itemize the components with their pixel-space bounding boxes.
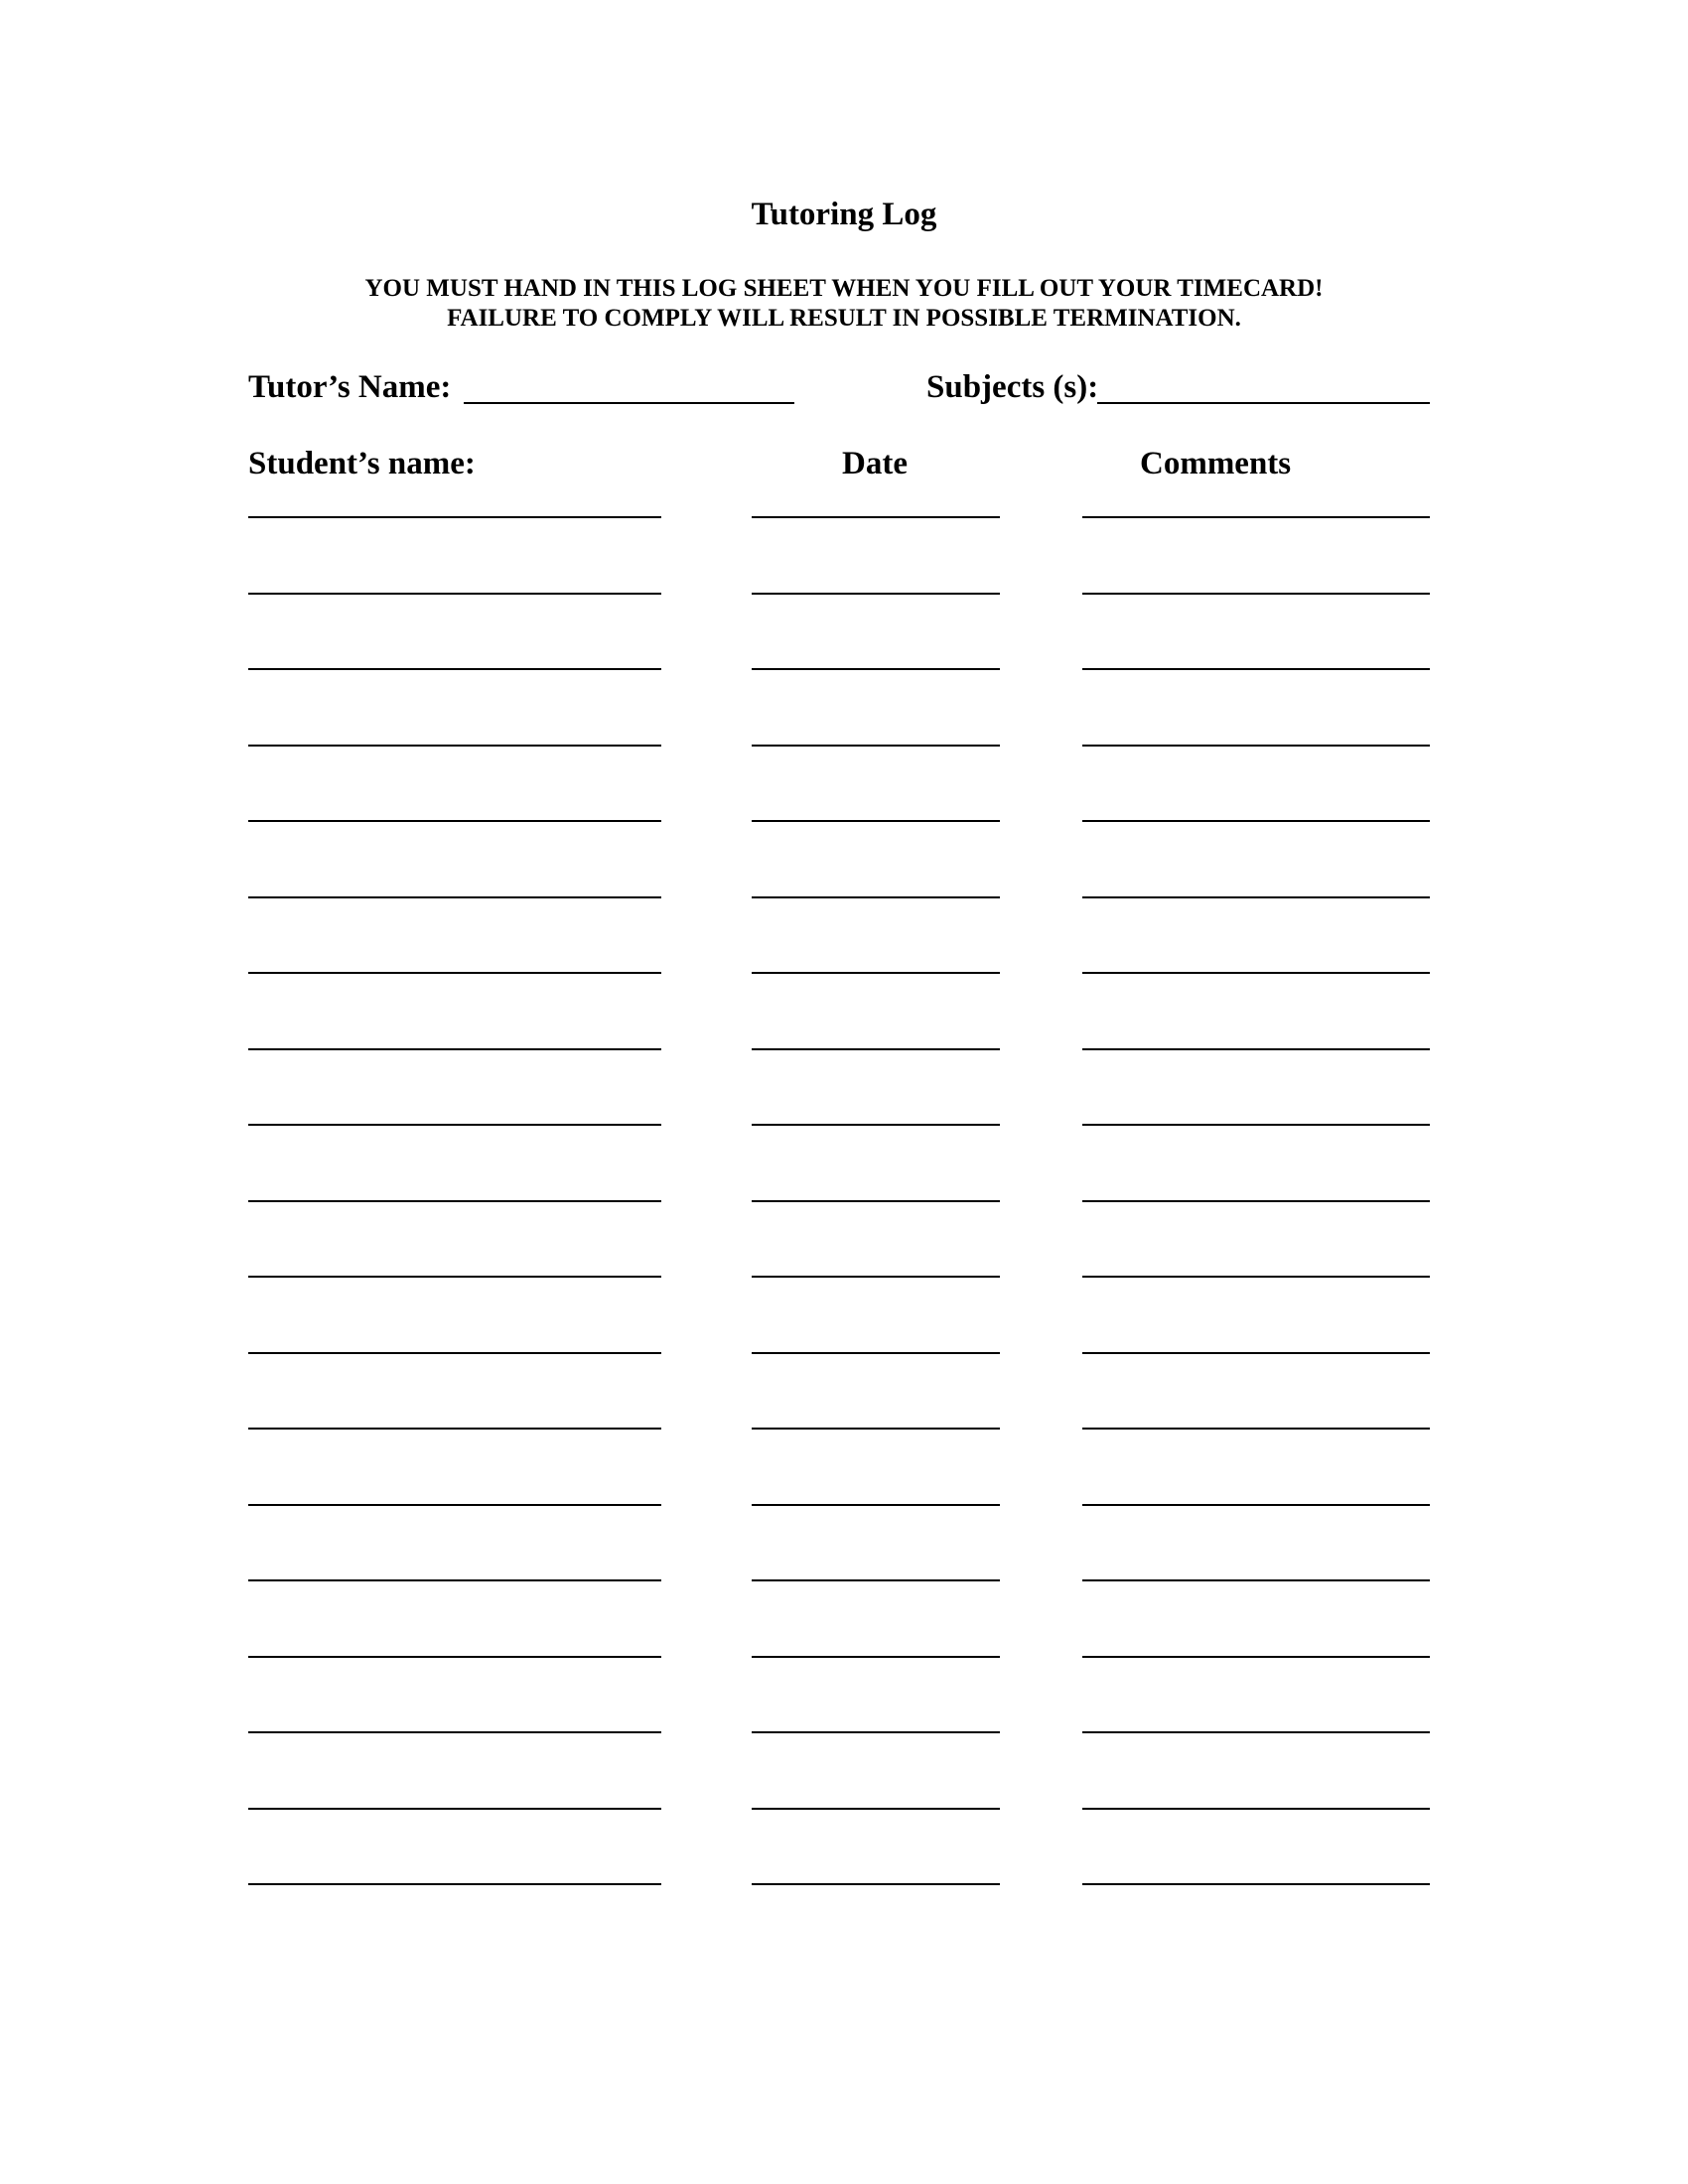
log-line-student[interactable] [248,1656,661,1658]
log-line-date[interactable] [752,1808,1000,1810]
log-line-student[interactable] [248,1579,661,1581]
notice-line-1: YOU MUST HAND IN THIS LOG SHEET WHEN YOU FILL OUT YOUR TIMECARD! [364,275,1324,302]
log-line-student[interactable] [248,972,661,974]
log-line-date[interactable] [752,516,1000,518]
log-line-student[interactable] [248,1276,661,1278]
log-line-comments[interactable] [1082,668,1430,670]
log-line-comments[interactable] [1082,972,1430,974]
log-line-comments[interactable] [1082,1808,1430,1810]
log-line-comments[interactable] [1082,1048,1430,1050]
log-line-comments[interactable] [1082,1352,1430,1354]
log-line-date[interactable] [752,1200,1000,1202]
notice-line-2: FAILURE TO COMPLY WILL RESULT IN POSSIBLE TERMINATION. [447,305,1241,332]
log-line-student[interactable] [248,1352,661,1354]
log-line-date[interactable] [752,1579,1000,1581]
log-line-student[interactable] [248,1124,661,1126]
log-line-comments[interactable] [1082,820,1430,822]
subjects-label: Subjects (s): [926,369,1099,405]
log-line-date[interactable] [752,896,1000,898]
log-line-comments[interactable] [1082,745,1430,747]
log-line-comments[interactable] [1082,1883,1430,1885]
log-line-date[interactable] [752,972,1000,974]
log-line-student[interactable] [248,1048,661,1050]
log-line-comments[interactable] [1082,1656,1430,1658]
log-line-student[interactable] [248,1428,661,1430]
column-header-student-name: Student’s name: [248,446,476,481]
log-line-comments[interactable] [1082,1124,1430,1126]
log-line-comments[interactable] [1082,896,1430,898]
log-line-student[interactable] [248,820,661,822]
column-header-comments: Comments [1140,446,1292,481]
log-line-student[interactable] [248,1808,661,1810]
log-line-student[interactable] [248,668,661,670]
log-line-student[interactable] [248,745,661,747]
log-line-date[interactable] [752,1731,1000,1733]
log-line-date[interactable] [752,820,1000,822]
log-line-date[interactable] [752,1428,1000,1430]
log-line-student[interactable] [248,1200,661,1202]
log-line-date[interactable] [752,1048,1000,1050]
log-line-date[interactable] [752,1504,1000,1506]
log-line-comments[interactable] [1082,1579,1430,1581]
log-line-student[interactable] [248,1731,661,1733]
log-line-comments[interactable] [1082,1731,1430,1733]
log-line-comments[interactable] [1082,1276,1430,1278]
log-line-date[interactable] [752,1883,1000,1885]
log-line-student[interactable] [248,896,661,898]
log-line-date[interactable] [752,593,1000,595]
tutor-name-label: Tutor’s Name: [248,369,452,405]
log-line-comments[interactable] [1082,1200,1430,1202]
log-line-student[interactable] [248,1883,661,1885]
log-line-date[interactable] [752,1124,1000,1126]
log-line-date[interactable] [752,1656,1000,1658]
log-line-date[interactable] [752,668,1000,670]
log-line-date[interactable] [752,745,1000,747]
page-title: Tutoring Log [751,197,937,232]
log-line-student[interactable] [248,593,661,595]
log-line-student[interactable] [248,516,661,518]
log-line-comments[interactable] [1082,593,1430,595]
log-line-comments[interactable] [1082,1504,1430,1506]
log-line-date[interactable] [752,1276,1000,1278]
column-header-date: Date [842,446,908,481]
log-line-comments[interactable] [1082,1428,1430,1430]
log-line-date[interactable] [752,1352,1000,1354]
log-line-comments[interactable] [1082,516,1430,518]
log-line-student[interactable] [248,1504,661,1506]
